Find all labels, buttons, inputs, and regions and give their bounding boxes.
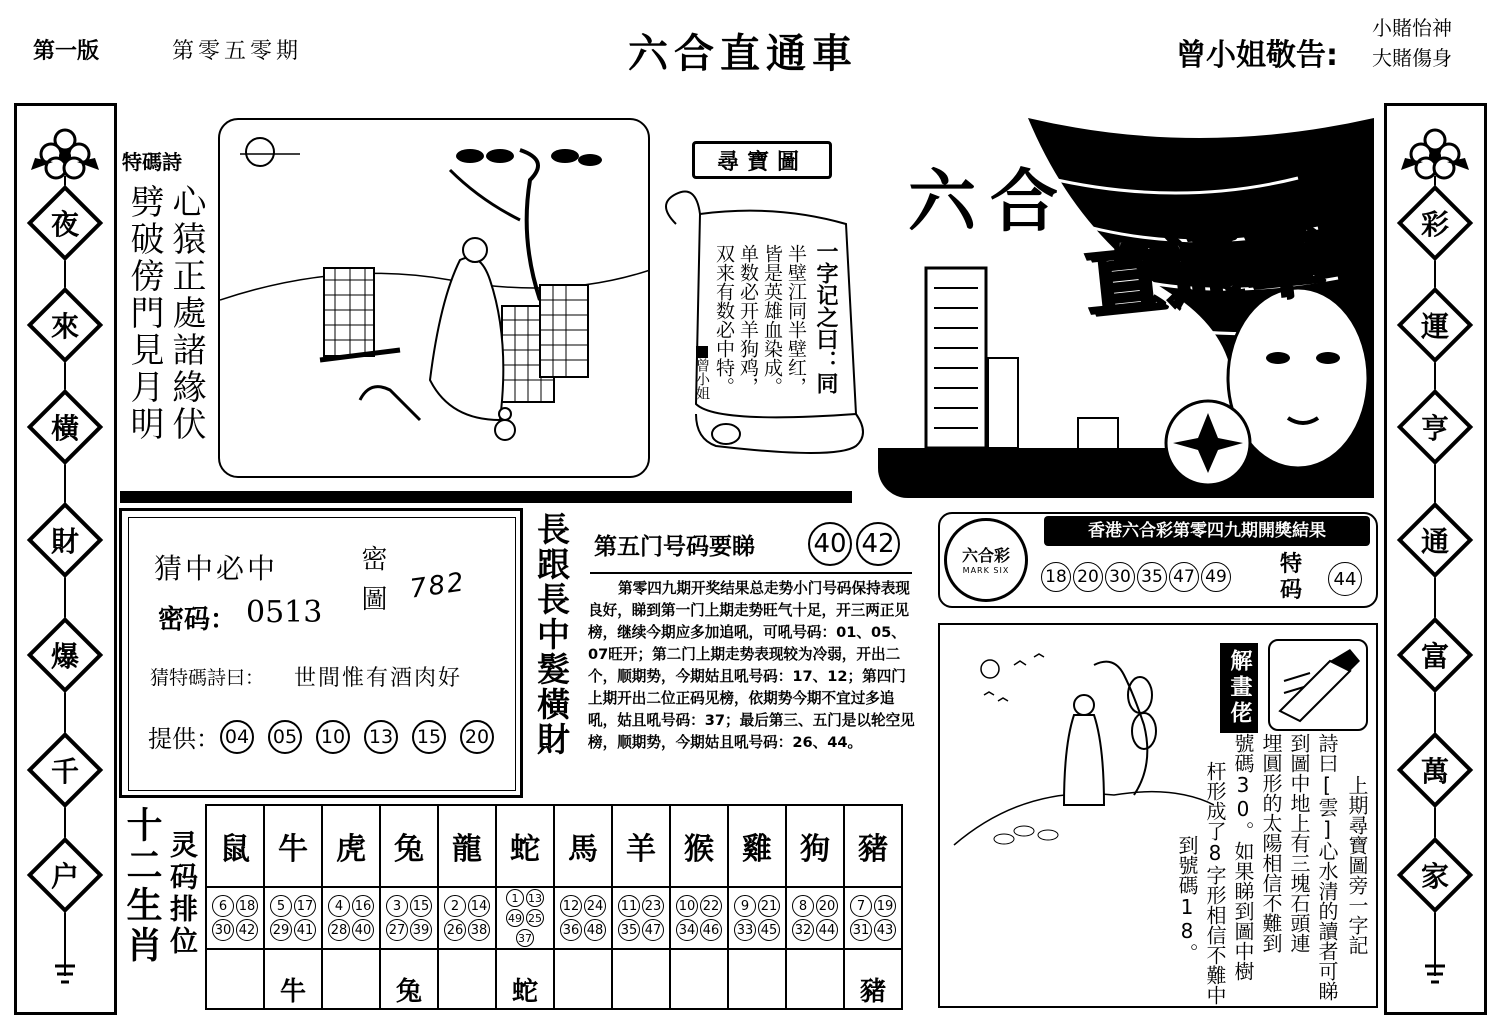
zodiac-number: 9 xyxy=(734,895,756,917)
zodiac-number: 23 xyxy=(642,895,664,917)
zodiac-grid xyxy=(205,804,903,1010)
zodiac-number: 30 xyxy=(212,919,234,941)
zodiac-number: 12 xyxy=(560,895,582,917)
zodiac-number: 42 xyxy=(236,919,258,941)
zodiac-animal-rooster xyxy=(728,805,786,887)
zodiac-numbers xyxy=(786,887,844,949)
ox-icon: 牛 xyxy=(278,832,308,867)
monkey-icon: 猴 xyxy=(684,832,714,867)
zodiac-animal-rat xyxy=(206,805,264,887)
zodiac-number: 5 xyxy=(270,895,292,917)
zodiac-bottom-cell xyxy=(322,949,380,1009)
provide-number: 04 xyxy=(220,720,254,754)
explainer-col-3: 到圖中地上有三塊石頭連 xyxy=(1287,733,1311,953)
result-number: 35 xyxy=(1137,562,1167,592)
zodiac-number: 28 xyxy=(328,919,350,941)
provide-row xyxy=(148,719,501,754)
zodiac-animal-goat xyxy=(612,805,670,887)
scroll-signature xyxy=(692,346,712,400)
horse-icon: 馬 xyxy=(568,832,598,867)
pen-icon xyxy=(1268,639,1368,731)
banner-art-main: 直通車 xyxy=(1080,213,1329,329)
snake-icon: 蛇 xyxy=(510,832,540,867)
zodiac-number: 36 xyxy=(560,919,582,941)
zodiac-bottom-cell xyxy=(438,949,496,1009)
explainer-col-5: 號碼30。如果睇到圖中樹 xyxy=(1231,733,1255,981)
notice-label: 曾小姐敬告: xyxy=(1176,38,1338,73)
zodiac-number: 18 xyxy=(236,895,258,917)
left-banner-char-2: 來 xyxy=(50,310,79,343)
zodiac-number: 35 xyxy=(618,919,640,941)
provide-label: 提供： xyxy=(148,725,220,753)
mark-six-logo-text: 六合彩 xyxy=(961,546,1010,565)
fifth-gate-underline xyxy=(590,572,912,574)
poem-col-2: 劈破傍門見月明 xyxy=(124,184,164,443)
zodiac-number: 16 xyxy=(352,895,374,917)
divider-bar xyxy=(120,491,852,503)
banner-art xyxy=(878,118,1374,498)
scroll xyxy=(656,184,870,460)
zodiac-number: 29 xyxy=(270,919,292,941)
dragon-icon: 龍 xyxy=(452,832,482,867)
pig-icon: 豬 xyxy=(858,832,888,867)
fifth-gate-body: 第零四九期开奖结果总走势小门号码保持表现良好，睇到第一门上期走势旺气十足，开三两正见榜，继续今期应多加追吼，可吼号码：01、05、07旺开；第二门上期走势表现较为冷弱，开出二个，顺期势，今期姑且吼号码：17、12；第四门上期开出二位正码见榜，依期势今期不宜过多追吼，姑且吼号码：37；最后第三、五门是以轮空见榜，顺期势，今期姑且吼号码：26、44。 xyxy=(588,580,915,751)
zodiac-numbers xyxy=(206,887,264,949)
right-banner-char-3: 亨 xyxy=(1420,412,1449,445)
rabbit-icon: 兔 xyxy=(394,832,424,867)
edition-label: 第一版 xyxy=(33,39,100,64)
scroll-col-4: 单数必开羊狗鸡， xyxy=(737,244,759,396)
zodiac-animal-rabbit xyxy=(380,805,438,887)
result-number: 30 xyxy=(1105,562,1135,592)
explainer-col-4: 埋圓形的太陽相信不難到 xyxy=(1259,733,1283,953)
right-banner-char-4: 通 xyxy=(1420,525,1449,558)
zodiac-number: 13 xyxy=(526,889,544,907)
zodiac-numbers xyxy=(844,887,902,949)
zodiac-animal-dog xyxy=(786,805,844,887)
results-title: 香港六合彩第零四九期開獎結果 xyxy=(1044,516,1370,546)
fifth-gate-numbers xyxy=(808,522,900,566)
zodiac-number: 38 xyxy=(468,919,490,941)
left-banner-char-1: 夜 xyxy=(50,208,79,241)
zodiac-number: 4 xyxy=(328,895,350,917)
sage-illustration xyxy=(220,120,650,478)
zodiac-animal-pig xyxy=(844,805,902,887)
zodiac-number: 22 xyxy=(700,895,722,917)
zodiac-number: 11 xyxy=(618,895,640,917)
provide-number: 10 xyxy=(316,720,350,754)
zodiac-bottom-cell: 蛇 xyxy=(496,949,554,1009)
zodiac-number: 34 xyxy=(676,919,698,941)
zodiac-numbers xyxy=(728,887,786,949)
scribble: 782 xyxy=(408,567,468,605)
pen-icon-graphic xyxy=(1270,641,1366,729)
zodiac-numbers xyxy=(554,887,612,949)
explainer-col-2: 詩曰[雲]心水清的讀者可睇 xyxy=(1315,733,1339,1001)
zodiac-animal-snake xyxy=(496,805,554,887)
zodiac-animal-dragon xyxy=(438,805,496,887)
zodiac-number: 31 xyxy=(850,919,872,941)
result-number: 47 xyxy=(1169,562,1199,592)
fifth-gate-number: 42 xyxy=(856,522,900,566)
zodiac-bottom-cell xyxy=(786,949,844,1009)
zodiac-side-label: 十二生肖 xyxy=(121,806,162,966)
scroll-col-2: 半壁江同半壁红， xyxy=(785,244,807,396)
zodiac-number: 41 xyxy=(294,919,316,941)
zodiac-number: 33 xyxy=(734,919,756,941)
right-banner-char-7: 家 xyxy=(1420,860,1449,893)
scroll-col-1: 一字记之曰：同 xyxy=(813,240,838,394)
zodiac-animal-monkey xyxy=(670,805,728,887)
left-banner-char-4: 財 xyxy=(50,525,79,558)
zodiac-number: 40 xyxy=(352,919,374,941)
zodiac-bottom-cell xyxy=(206,949,264,1009)
issue-label: 第零五零期 xyxy=(172,39,303,64)
code-value: 0513 xyxy=(246,595,323,630)
zodiac-number: 2 xyxy=(444,895,466,917)
motto-line2: 大賭傷身 xyxy=(1372,46,1452,70)
zodiac-number: 44 xyxy=(816,919,838,941)
mark-six-logo xyxy=(944,518,1028,602)
dog-icon: 狗 xyxy=(800,832,830,867)
zodiac-number: 17 xyxy=(294,895,316,917)
treasure-label-text: 尋寶圖 xyxy=(716,149,807,175)
zodiac-number: 15 xyxy=(410,895,432,917)
illustration-panel xyxy=(218,118,650,478)
zodiac-numbers xyxy=(438,887,496,949)
guess-panel xyxy=(119,508,523,798)
tiger-icon: 虎 xyxy=(336,832,366,867)
banner-art-top: 六合 xyxy=(908,162,1073,242)
zodiac-number: 24 xyxy=(584,895,606,917)
poem-col-1: 心猿正處諸緣伏 xyxy=(166,184,206,443)
zodiac-bottom-cell xyxy=(728,949,786,1009)
guess-title: 猜中必中 xyxy=(154,552,279,585)
zodiac-bottom-cell xyxy=(612,949,670,1009)
guess-poem-text: 世間惟有酒肉好 xyxy=(294,666,463,691)
zodiac-number: 39 xyxy=(410,919,432,941)
fifth-gate-title: 第五门号码要睇 xyxy=(594,534,755,560)
explainer-label: 解畫佬 xyxy=(1220,643,1258,733)
zodiac-number: 27 xyxy=(386,919,408,941)
mark-six-logo-sub: MARK SIX xyxy=(962,566,1010,575)
zodiac-bottom-cell xyxy=(670,949,728,1009)
scroll-signature-text: 曾小姐 xyxy=(694,358,710,400)
motto-line1: 小賭怡神 xyxy=(1372,16,1452,40)
zodiac-bottom-cell: 牛 xyxy=(264,949,322,1009)
zodiac-number: 6 xyxy=(212,895,234,917)
result-number: 49 xyxy=(1201,562,1231,592)
zodiac-number-row xyxy=(206,887,902,949)
right-banner-char-6: 萬 xyxy=(1420,755,1449,788)
zodiac-number: 46 xyxy=(700,919,722,941)
scroll-col-5: 双来有数必中特。 xyxy=(713,244,735,396)
secret-title: 密圖 xyxy=(357,545,387,625)
left-banner-char-3: 橫 xyxy=(50,412,79,445)
treasure-label xyxy=(692,141,832,179)
zodiac-number: 3 xyxy=(386,895,408,917)
result-number: 20 xyxy=(1073,562,1103,592)
result-number: 18 xyxy=(1041,562,1071,592)
zodiac-number: 20 xyxy=(816,895,838,917)
explainer-col-1: 上期尋寶圖旁一字記 xyxy=(1345,775,1369,955)
zodiac-number: 43 xyxy=(874,919,896,941)
left-banner-char-6: 千 xyxy=(50,755,79,788)
explainer-panel xyxy=(938,623,1378,1008)
zodiac-animal-ox xyxy=(264,805,322,887)
zodiac-number: 37 xyxy=(516,929,534,947)
fifth-gate-number: 40 xyxy=(808,522,852,566)
zodiac-number: 25 xyxy=(526,909,544,927)
rooster-icon: 雞 xyxy=(742,832,772,867)
provide-number: 13 xyxy=(364,720,398,754)
explainer-col-6: 杆形成了8字形相信不難中 xyxy=(1203,761,1227,1005)
zodiac-numbers xyxy=(670,887,728,949)
right-banner-char-2: 運 xyxy=(1420,310,1449,343)
zodiac-numbers xyxy=(380,887,438,949)
left-banner-char-5: 爆 xyxy=(50,640,79,673)
zodiac-bottom-row xyxy=(206,949,902,1009)
zodiac-numbers xyxy=(612,887,670,949)
zodiac-number: 47 xyxy=(642,919,664,941)
zodiac-number: 21 xyxy=(758,895,780,917)
goat-icon: 羊 xyxy=(626,832,656,867)
guess-poem-label: 猜特碼詩曰： xyxy=(150,667,265,689)
zodiac-number: 14 xyxy=(468,895,490,917)
zodiac-numbers xyxy=(496,887,554,949)
zodiac-number: 1 xyxy=(506,889,524,907)
special-label: 特码 xyxy=(1280,552,1305,603)
right-banner-char-5: 富 xyxy=(1420,640,1449,673)
explainer-col-7: 到號碼18。 xyxy=(1175,835,1199,963)
zodiac-bottom-cell: 豬 xyxy=(844,949,902,1009)
zodiac-number: 45 xyxy=(758,919,780,941)
results-numbers xyxy=(1040,562,1232,592)
code-label: 密码： xyxy=(158,605,237,635)
zodiac-number: 19 xyxy=(874,895,896,917)
zodiac-bottom-cell: 兔 xyxy=(380,949,438,1009)
zodiac-bottom-cell xyxy=(554,949,612,1009)
zodiac-number: 8 xyxy=(792,895,814,917)
page-title: 六合直通車 xyxy=(628,31,858,77)
special-number: 44 xyxy=(1328,562,1362,596)
poem-label: 特碼詩 xyxy=(122,150,182,174)
zodiac-number: 49 xyxy=(506,909,524,927)
vertical-slogan: 長跟長中髮橫財 xyxy=(532,512,571,757)
rat-icon: 鼠 xyxy=(220,832,250,867)
scroll-col-3: 皆是英雄血染成。 xyxy=(761,244,783,396)
provide-number: 20 xyxy=(460,720,494,754)
zodiac-number: 26 xyxy=(444,919,466,941)
provide-number: 15 xyxy=(412,720,446,754)
zodiac-number: 32 xyxy=(792,919,814,941)
zodiac-numbers xyxy=(264,887,322,949)
zodiac-number: 48 xyxy=(584,919,606,941)
left-banner-char-7: 户 xyxy=(50,860,79,893)
zodiac-animal-horse xyxy=(554,805,612,887)
zodiac-number: 7 xyxy=(850,895,872,917)
zodiac-number: 10 xyxy=(676,895,698,917)
right-banner-char-1: 彩 xyxy=(1420,208,1449,241)
zodiac-animal-tiger xyxy=(322,805,380,887)
provide-number: 05 xyxy=(268,720,302,754)
zodiac-numbers xyxy=(322,887,380,949)
zodiac-side-label-2: 灵码排位 xyxy=(166,830,199,958)
